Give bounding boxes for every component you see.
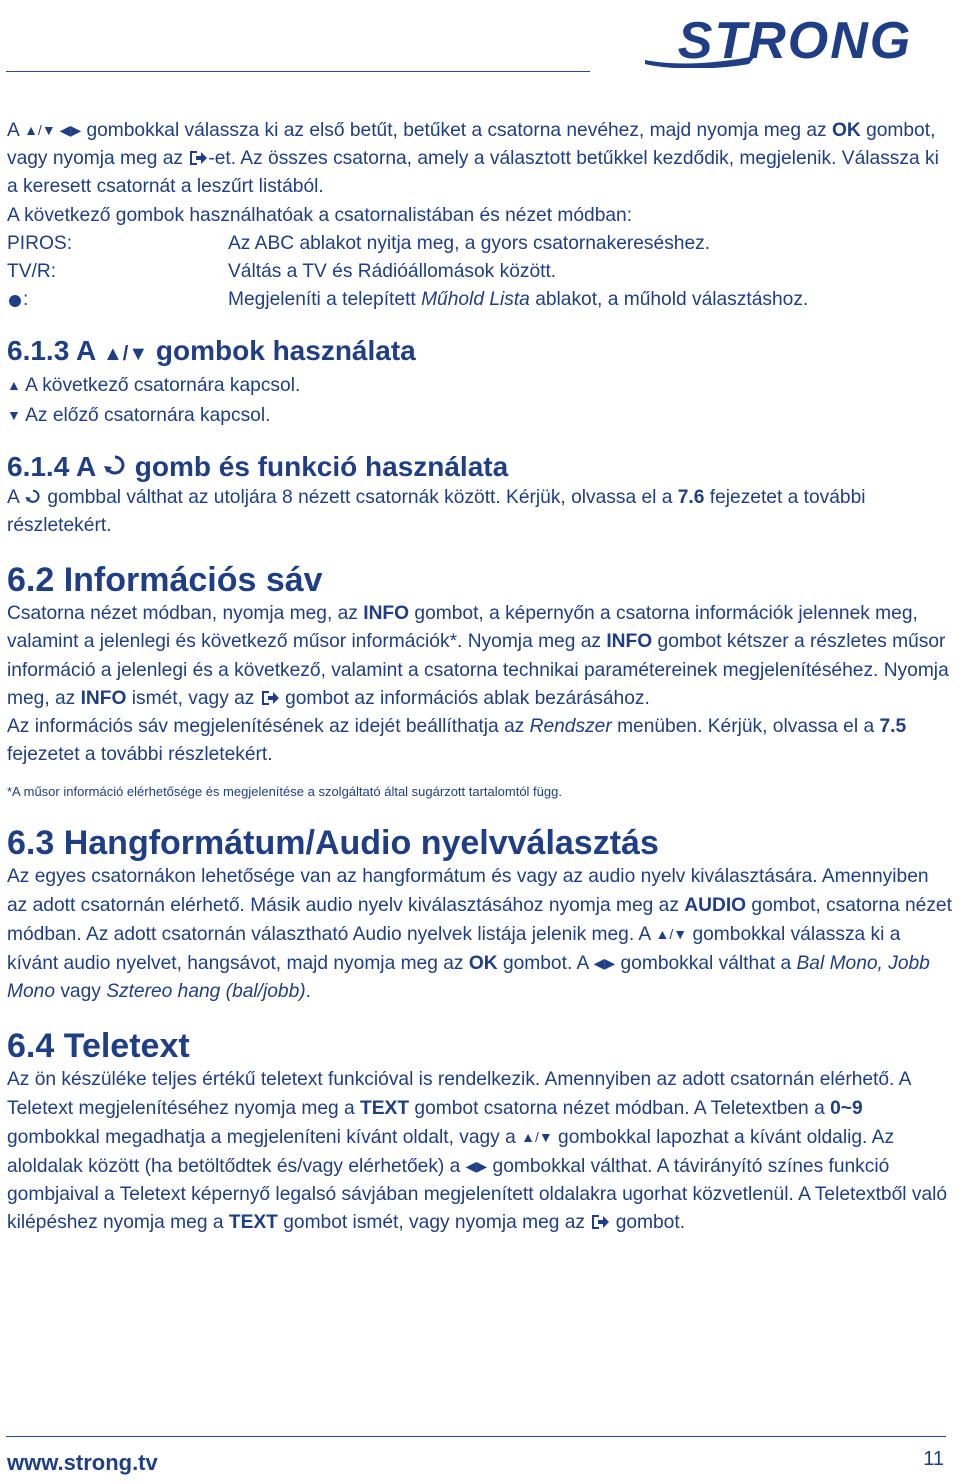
up-key-line: ▲ A következő csatornára kapcsol. [7,371,952,400]
footer-url[interactable]: www.strong.tv [7,1450,158,1475]
paragraph-recall: A gombbal válthat az utoljára 8 nézett csatornák között. Kérjük, olvassa el a 7.6 fejezetet a további részletekért. [7,486,866,537]
exit-icon [260,689,280,707]
key-row-red: PIROS: Az ABC ablakot nyitja meg, a gyors csatornakereséshez. [7,232,711,254]
up-arrow-icon: ▲ [7,377,21,394]
key-row-tvr: TV/R: Váltás a TV és Rádióállomások között. [7,261,557,283]
paragraph-info-bar: Csatorna nézet módban, nyomja meg, az INFO gombot, a képernyőn a csatorna információk jelennek meg, valamint a jelenlegi és következő műsor információk*. Nyomja meg az INFO gombot kétszer a részletes műsor információ a jelenlegi és a következő, valamint a csatorna technikai paramétereinek megjelenítéséhez. Nyomja meg, az INFO ismét, vagy az gombot az információs ablak bezárásához. [7,603,949,709]
heading-6-1-3: 6.1.3 A ▲/▼ gombok használata [7,335,416,367]
page-number: 11 [923,1448,944,1470]
exit-icon [590,1213,610,1231]
paragraph-channel-search: A ▲/▼ ◀▶ gombokkal válassza ki az első betűt, betűket a csatorna nevéhez, majd nyomja meg az OK gombot, vagy nyomja meg az -et. Az összes csatorna, amely a választott betűkkel kezdődik, megjelenik. Válassza ki a keresett csatornát a leszűrt listából. [7,116,952,202]
arrow-keys-icon: ▲/▼ ◀▶ [24,122,82,138]
paragraph-teletext: Az ön készüléke teljes értékű teletext funkcióval is rendelkezik. Amennyiben az adott csatornán elérhető. A Teletext megjelenítéséhez nyomja meg a TEXT gombot csatorna nézet módban. A Teletextben a 0~9 gombokkal megadhatja a megjeleníteni kívánt oldalt, vagy a ▲/▼ gombokkal lapozhat a kívánt oldalig. Az aloldalak között (ha betöltődtek és/vagy elérhetőek) a ◀▶ gombokkal válthat. A távirányító színes funkció gombjaival a Teletext képernyő legalsó sávjában megjelenített oldalakra ugorhat közvetlenül. A Teletextből való kilépéshez nyomja meg a TEXT gombot ismét, vagy nyomja meg az gombot. [7,1069,948,1234]
down-arrow-icon: ▼ [7,406,21,423]
exit-icon [188,149,208,167]
paragraph-audio: Az egyes csatornákon lehetősége van az hangformátum és vagy az audio nyelv kiválasztására. Amennyiben az adott csatornán elérhető. Másik audio nyelv kiválasztásához nyomja meg az AUDIO gombot, csatorna nézet módban. Az adott csatornán választható Audio nyelvek listája jelenik meg. A ▲/▼ gombokkal válassza ki a kívánt audio nyelvet, hangsávot, majd nyomja meg az OK gombot. A ◀▶ gombokkal válthat a Bal Mono, Jobb Mono vagy Sztereo hang (bal/jobb). [7,866,952,1003]
strong-logo [645,8,947,68]
recall-icon [103,453,127,479]
heading-6-4: 6.4 Teletext [7,1027,190,1066]
paragraph-info-time: Az információs sáv megjelenítésének az idejét beállíthatja az Rendszer menüben. Kérjük, olvassa el a 7.5 fejezetet a további részletekért. [7,716,907,766]
heading-6-2: 6.2 Információs sáv [7,561,323,600]
svg-text:STRONG: STRONG [677,12,913,68]
paragraph-keys-intro: A következő gombok használhatóak a csatornalistában és nézet módban: [7,204,633,226]
heading-6-1-4: 6.1.4 A gomb és funkció használata [7,450,509,482]
heading-6-3: 6.3 Hangformátum/Audio nyelvválasztás [7,824,659,863]
footnote: *A műsor információ elérhetősége és megjelenítése a szolgáltató által sugárzott tartalomtól függ. [7,784,562,800]
footer-rule [6,1436,946,1437]
header-rule [6,71,590,72]
down-key-line: ▼ Az előző csatornára kapcsol. [7,401,952,430]
recall-icon [24,488,42,506]
key-row-satellite: : Megjeleníti a telepített Műhold Lista ablakot, a műhold választáshoz. [7,286,952,314]
blue-dot-icon [7,292,23,308]
